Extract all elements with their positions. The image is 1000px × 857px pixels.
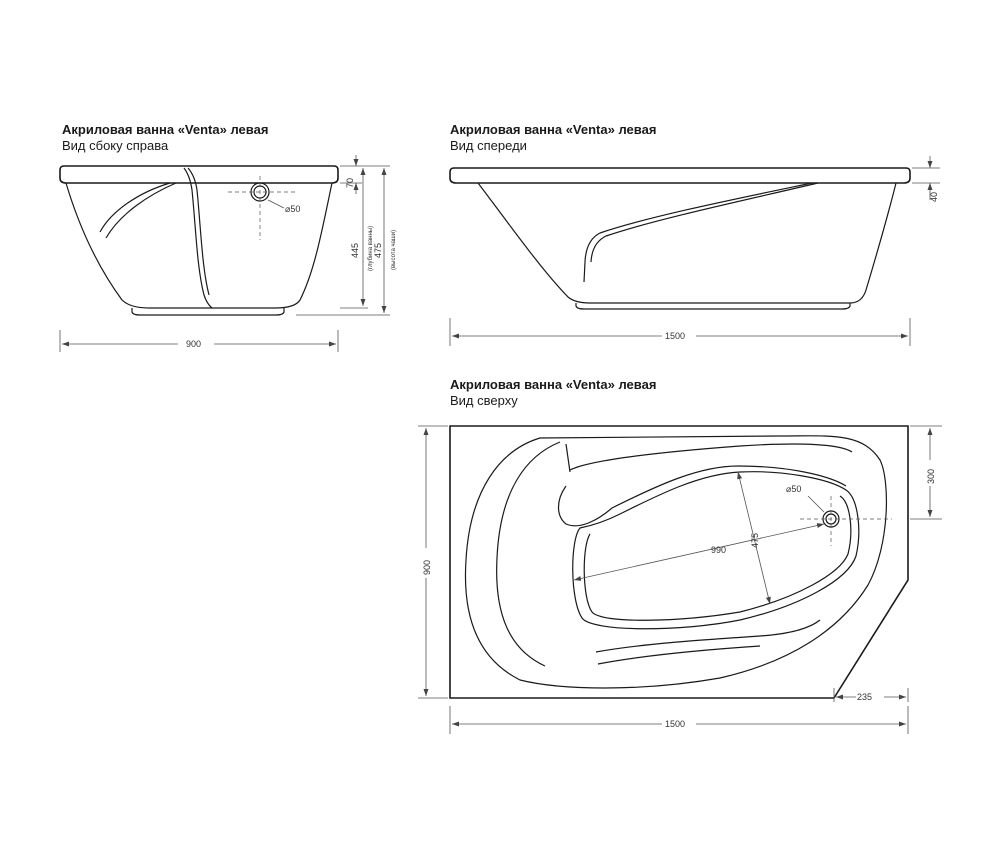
- side-dim-depth: 445: [350, 242, 360, 258]
- side-dim-width: 900: [186, 339, 202, 349]
- front-dim-rim: 40: [929, 191, 939, 202]
- side-drain-label: ⌀50: [285, 204, 301, 214]
- side-view-subtitle: Вид сбоку справа: [62, 138, 169, 153]
- top-view-drawing: [418, 426, 942, 734]
- top-dim-bottom-right: 235: [857, 692, 873, 702]
- side-dim-height-note: (высота чаши): [391, 229, 397, 270]
- front-view-subtitle: Вид спереди: [450, 138, 527, 153]
- front-view-title: Акриловая ванна «Venta» левая: [450, 122, 657, 137]
- top-dim-bowl-width: 475: [750, 532, 760, 548]
- side-view-title: Акриловая ванна «Venta» левая: [62, 122, 269, 137]
- side-dim-rim: 70: [345, 177, 355, 188]
- side-dim-height: 475: [373, 242, 383, 258]
- side-view-drawing: [60, 155, 397, 352]
- top-drain-label: ⌀50: [786, 484, 802, 494]
- top-view-subtitle: Вид сверху: [450, 393, 518, 408]
- front-view-drawing: [450, 156, 940, 346]
- top-dim-right-edge: 300: [926, 468, 936, 484]
- top-dim-length: 1500: [665, 719, 686, 729]
- front-dim-length: 1500: [665, 331, 686, 341]
- top-dim-width: 900: [422, 559, 432, 575]
- top-view-title: Акриловая ванна «Venta» левая: [450, 377, 657, 392]
- top-dim-bowl-length: 990: [711, 545, 727, 555]
- side-dim-depth-note: (глубина ванны): [368, 225, 374, 271]
